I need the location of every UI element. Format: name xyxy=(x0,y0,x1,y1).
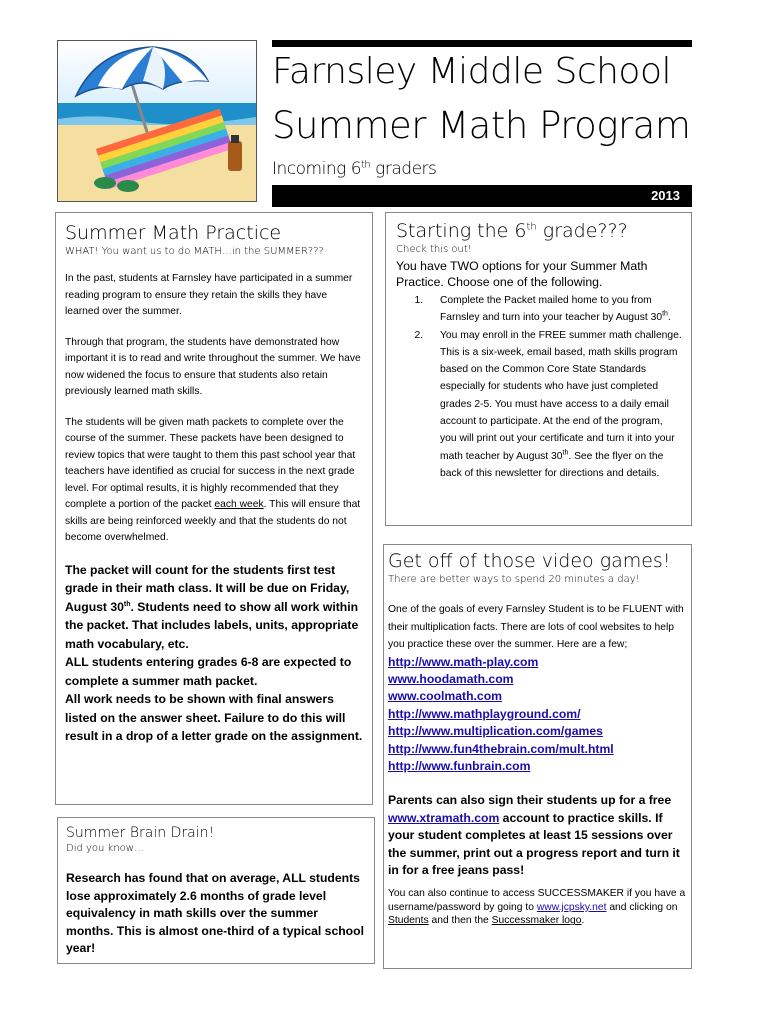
starting-sixth-grade-box xyxy=(385,212,692,526)
link-coolmath[interactable]: www.coolmath.com xyxy=(388,689,502,704)
audience-line: Incoming 6th graders xyxy=(272,159,437,179)
drain-subtitle: Did you know… xyxy=(66,843,144,854)
packet-due-statement: The packet will count for the students first test grade in their math class. It will be due on Friday, August 30th. Students need to show all work within the packet. That includes labels, units, appropriate math vocabulary, etc. xyxy=(65,562,359,651)
option-free-challenge: 2. You may enroll in the FREE summer math challenge. This is a six-week, email based, math skills program based on the Common Core State Standards especially for students who have just completed grades 2-5. You must have access to a daily email account to participate. At the end of the program, you will print out your certificate and turn it into your math teacher by August 30th. See the flyer on the back of this newsletter for directions and details. xyxy=(426,327,682,483)
summer-math-practice-box xyxy=(55,212,373,805)
options-list xyxy=(396,292,682,482)
link-jcpsky[interactable]: www.jcpsky.net xyxy=(536,901,607,913)
work-shown-requirement: All work needs to be shown with final answers listed on the answer sheet. Failure to do this will result in a drop of a letter grade on the assignment. xyxy=(65,692,363,743)
link-mathplayground[interactable]: http://www.mathplayground.com/ xyxy=(388,706,581,721)
successmaker-logo-text[interactable]: Successmaker logo xyxy=(491,915,582,927)
summer-brain-drain-box xyxy=(57,817,375,964)
successmaker-paragraph: You can also continue to access SUCCESSMAKER if you have a username/password by going to www.jcpsky.net and clicking on Students and then the Successmaker logo. xyxy=(388,888,686,927)
option-packet: 1. Complete the Packet mailed home to you from Farnsley and turn into your teacher by August 30th. xyxy=(426,292,682,327)
drain-title: Summer Brain Drain! xyxy=(66,825,215,841)
students-link-text[interactable]: Students xyxy=(388,915,429,927)
link-xtramath[interactable]: www.xtramath.com xyxy=(388,810,500,825)
options-intro: You have TWO options for your Summer Math Practice. Choose one of the following. xyxy=(396,259,648,289)
practice-paragraph-2: Through that program, the students have demonstrated how important it is to read and write throughout the summer. We have now widened the focus to ensure that students also retain previously learned math skills. xyxy=(65,336,361,397)
header-top-rule xyxy=(272,40,692,47)
practice-subtitle: WHAT! You want us to do MATH…in the SUMMER??? xyxy=(65,246,324,257)
video-games-box xyxy=(383,544,692,969)
beach-umbrella-clipart xyxy=(57,40,257,202)
sixth-title: Starting the 6th grade??? xyxy=(396,220,628,242)
year-bar xyxy=(272,185,692,207)
practice-paragraph-1: In the past, students at Farnsley have participated in a summer reading program to ensure they retain the skills they have learned over the summer. xyxy=(65,273,353,317)
link-hoodamath[interactable]: www.hoodamath.com xyxy=(388,671,514,686)
program-title: Summer Math Program xyxy=(272,104,691,147)
website-links xyxy=(388,654,687,776)
link-funbrain[interactable]: http://www.funbrain.com xyxy=(388,758,531,773)
link-multiplication[interactable]: http://www.multiplication.com/games xyxy=(388,724,603,739)
practice-title: Summer Math Practice xyxy=(65,222,282,244)
practice-paragraph-3: The students will be given math packets to complete over the course of the summer. These packets have been designed to review topics that were taught to them this past school year that teachers have identified as crucial for success in the next grade level. For optimal results, it is highly recommended that they complete a portion of the packet each week. This will ensure that skills are being reinforced weekly and that the students do not become overwhelmed. xyxy=(65,416,361,543)
grades-expectation: ALL students entering grades 6-8 are expected to complete a summer math packet. xyxy=(65,655,352,688)
school-name: Farnsley Middle School xyxy=(272,51,671,92)
drain-body: Research has found that on average, ALL students lose approximately 2.6 months of grade level equivalency in math skills over the summer months. This is almost one-third of a typical school year! xyxy=(66,871,364,955)
xtramath-paragraph: Parents can also sign their students up for a free www.xtramath.com account to practice skills. If your student completes at least 15 sessions over the summer, print out a progress report and turn it in for a free jeans pass! xyxy=(388,793,680,877)
link-math-play[interactable]: http://www.math-play.com xyxy=(388,654,539,669)
sixth-subtitle: Check this out! xyxy=(396,244,472,255)
link-fun4thebrain[interactable]: http://www.fun4thebrain.com/mult.html xyxy=(388,741,614,756)
year-label: 2013 xyxy=(651,188,680,203)
fluency-intro: One of the goals of every Farnsley Student is to be FLUENT with their multiplication facts. There are lots of cool websites to help you practice these over the summer. Here are a few; xyxy=(388,604,684,650)
games-subtitle: There are better ways to spend 20 minutes a day! xyxy=(388,574,640,585)
games-title: Get off of those video games! xyxy=(388,550,671,572)
